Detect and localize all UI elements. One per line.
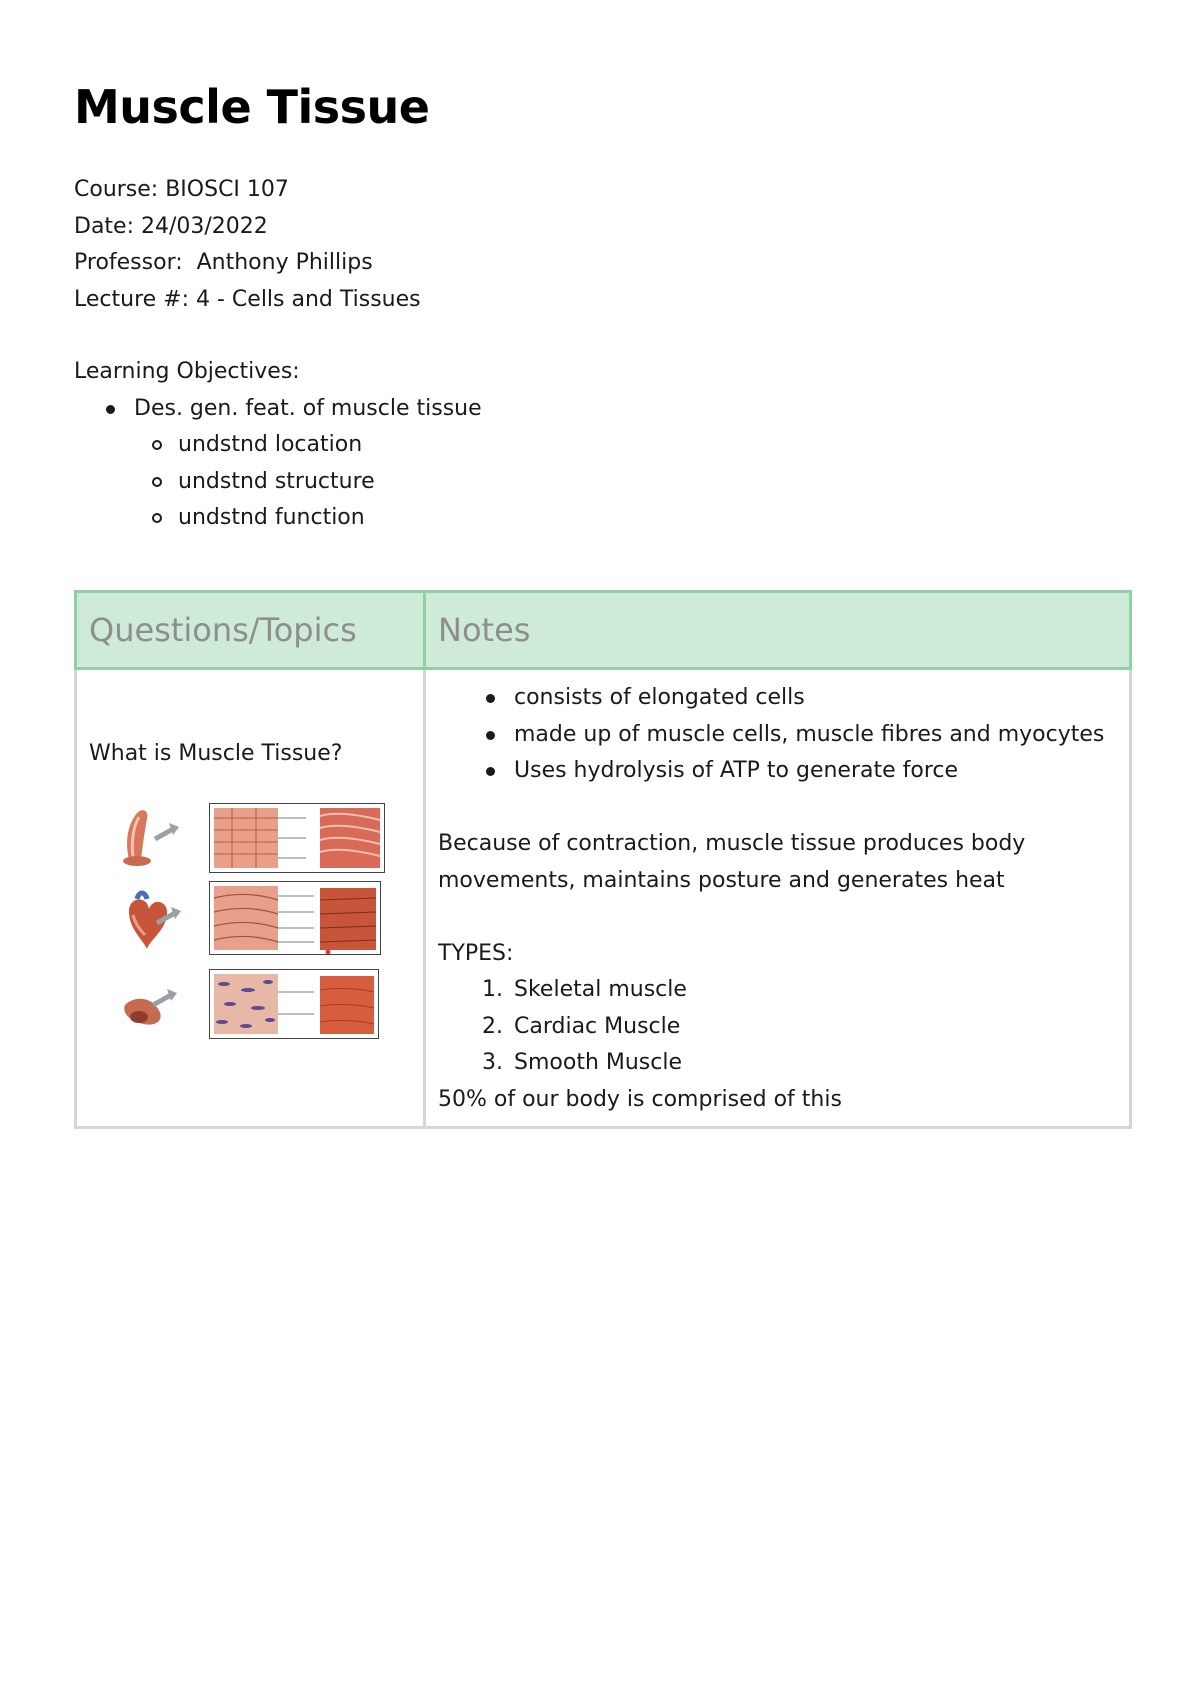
objectives-list bbox=[74, 391, 482, 537]
questions-topics-header: Questions/Topics bbox=[76, 592, 425, 669]
professor-line: Professor: Anthony Phillips bbox=[74, 250, 373, 275]
list-item-label: Smooth Muscle bbox=[514, 1050, 683, 1075]
paragraph-line: movements, maintains posture and generates heat bbox=[438, 867, 1005, 893]
question-cell bbox=[76, 669, 425, 1128]
paragraph-line: Because of contraction, muscle tissue produces body bbox=[438, 831, 1026, 856]
list-number: 2. bbox=[482, 1013, 503, 1039]
contraction-paragraph bbox=[438, 826, 1117, 899]
types-heading: TYPES: bbox=[438, 940, 514, 966]
objective-sublist bbox=[134, 427, 482, 537]
list-item bbox=[482, 1045, 1117, 1082]
smooth-muscle-micrograph bbox=[209, 969, 379, 1039]
cornell-notes-table bbox=[74, 590, 1132, 1129]
page-title: Muscle Tissue bbox=[74, 80, 430, 134]
table-row bbox=[76, 669, 1131, 1128]
list-number: 3. bbox=[482, 1050, 503, 1075]
muscle-types-figure bbox=[119, 803, 379, 1053]
date-line: Date: 24/03/2022 bbox=[74, 213, 268, 239]
notes-bullet-list bbox=[438, 680, 1117, 790]
sub-objective-item: undstnd structure bbox=[178, 464, 482, 501]
sub-objective-item: undstnd location bbox=[178, 427, 482, 464]
objective-text: Des. gen. feat. of muscle tissue bbox=[134, 395, 482, 421]
learning-objectives bbox=[74, 354, 482, 537]
list-item: made up of muscle cells, muscle fibres and myocytes bbox=[514, 717, 1117, 754]
course-line: Course: BIOSCI 107 bbox=[74, 177, 289, 202]
notes-header: Notes bbox=[425, 592, 1131, 669]
sub-objective-item: undstnd function bbox=[178, 500, 482, 537]
body-percentage-note: 50% of our body is comprised of this bbox=[438, 1086, 842, 1112]
list-item bbox=[482, 1009, 1117, 1046]
cardiac-muscle-icon bbox=[119, 889, 185, 955]
list-item: Uses hydrolysis of ATP to generate force bbox=[514, 753, 1117, 790]
question-text: What is Muscle Tissue? bbox=[89, 741, 343, 766]
list-item: consists of elongated cells bbox=[514, 680, 1117, 717]
objectives-heading: Learning Objectives: bbox=[74, 359, 300, 384]
list-item-label: Skeletal muscle bbox=[514, 977, 687, 1002]
objective-item bbox=[134, 391, 482, 537]
cardiac-muscle-micrograph bbox=[209, 881, 381, 955]
smooth-muscle-icon bbox=[119, 975, 185, 1041]
lecture-line: Lecture #: 4 - Cells and Tissues bbox=[74, 286, 421, 312]
list-item-label: Cardiac Muscle bbox=[514, 1013, 681, 1039]
list-item bbox=[482, 972, 1117, 1009]
skeletal-muscle-micrograph bbox=[209, 803, 385, 873]
muscle-types-list bbox=[438, 972, 1117, 1082]
skeletal-muscle-icon bbox=[119, 803, 185, 869]
table-header-row bbox=[76, 592, 1131, 669]
notes-cell bbox=[425, 669, 1131, 1128]
list-number: 1. bbox=[482, 977, 503, 1002]
lecture-metadata bbox=[74, 172, 421, 318]
